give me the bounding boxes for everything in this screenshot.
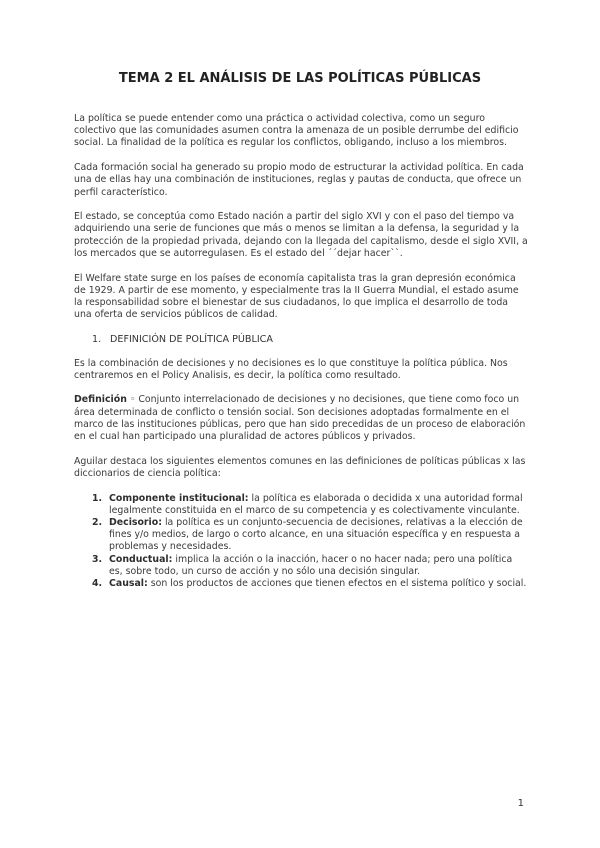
definition-term: Definición [74,394,127,406]
list-item-text: la política es elaborada o decidida x una autoridad formal legalmente constituida en el marco de su competencia y es colectivamente vinculante. [109,492,523,516]
definition-text: ◦ Conjunto interrelacionado de decisiones y no decisiones, que tiene como foco un área determinada de conflicto o tensión social. Son decisiones adoptadas formalmente en el marco de las instituciones públicas, pero que han sido precedidas de un proceso de elaboración en el cual han participado una pluralidad de actores públicos y privados. [74,394,526,443]
list-item-body [109,517,528,554]
list-item-text: la política es un conjunto-secuencia de decisiones, relativas a la elección de fines y/o medios, de largo o corto alcance, en una situación específica y en respuesta a problemas y necesidades. [109,517,523,553]
list-item-body [109,493,528,517]
elements-list [74,493,528,591]
list-item-term: Decisorio: [109,517,162,529]
section-heading [92,334,528,346]
section-number: 1. [92,334,102,346]
page-title: TEMA 2 EL ANÁLISIS DE LAS POLÍTICAS PÚBLICAS [118,71,482,86]
list-item [92,554,528,578]
list-item-body [109,578,528,590]
list-item-text: implica la acción o la inacción, hacer o no hacer nada; pero una política es, sobre todo, un curso de acción y no sólo una decisión singular. [109,553,513,577]
list-item-number: 4. [92,578,103,590]
paragraph-definition [74,394,528,443]
list-item [92,517,528,554]
list-item-term: Componente institucional: [109,492,249,504]
list-item-number: 3. [92,553,103,565]
list-item-term: Causal: [109,578,148,590]
list-item-number: 1. [92,492,103,504]
list-item-body [109,554,528,578]
paragraph-state: El estado, se conceptúa como Estado nación a partir del siglo XVI y con el paso del tiempo va adquiriendo una serie de funciones que más o menos se limitan a la defensa, la seguridad y la protección de la propiedad privada, dejando con la llegada del capitalismo, desde el siglo XVII, a los mercados que se autorregulasen. Es el estado del ´´dejar hacer``. [74,211,528,259]
list-item-term: Conductual: [109,553,173,565]
list-item [92,493,528,517]
paragraph-welfare-state: El Welfare state surge en los países de economía capitalista tras la gran depresión económica de 1929. A partir de ese momento, y especialmente tras la II Guerra Mundial, el estado asume la responsabilidad sobre el bienestar de sus ciudadanos, lo que implica el desarrollo de toda una oferta de servicios públicos de calidad. [74,272,519,321]
page-number: 1 [517,798,524,809]
list-item-number: 2. [92,517,103,529]
list-item-text: son los productos de acciones que tienen efectos en el sistema político y social. [147,578,527,590]
section-title: DEFINICIÓN DE POLÍTICA PÚBLICA [110,334,273,346]
paragraph-policy-definition: Es la combinación de decisiones y no decisiones es lo que constituye la política pública. Nos centraremos en el Policy Analisis, es decir, la política como resultado. [74,357,508,381]
paragraph-aguilar: Aguilar destaca los siguientes elementos comunes en las definiciones de políticas públicas x las diccionarios de ciencia política: [74,455,526,479]
paragraph-intro: La política se puede entender como una práctica o actividad colectiva, como un seguro colectivo que las comunidades asumen contra la amenaza de un posible derrumbe del edificio social. La finalidad de la política es regular los conflictos, obligando, incluso a los miembros. [74,113,519,149]
paragraph-social-formation: Cada formación social ha generado su propio modo de estructurar la actividad política. En cada una de ellas hay una combinación de instituciones, reglas y pautas de conducta, que ofrece un perfil característico. [74,162,524,198]
list-item [92,578,528,590]
document-body [74,113,528,590]
